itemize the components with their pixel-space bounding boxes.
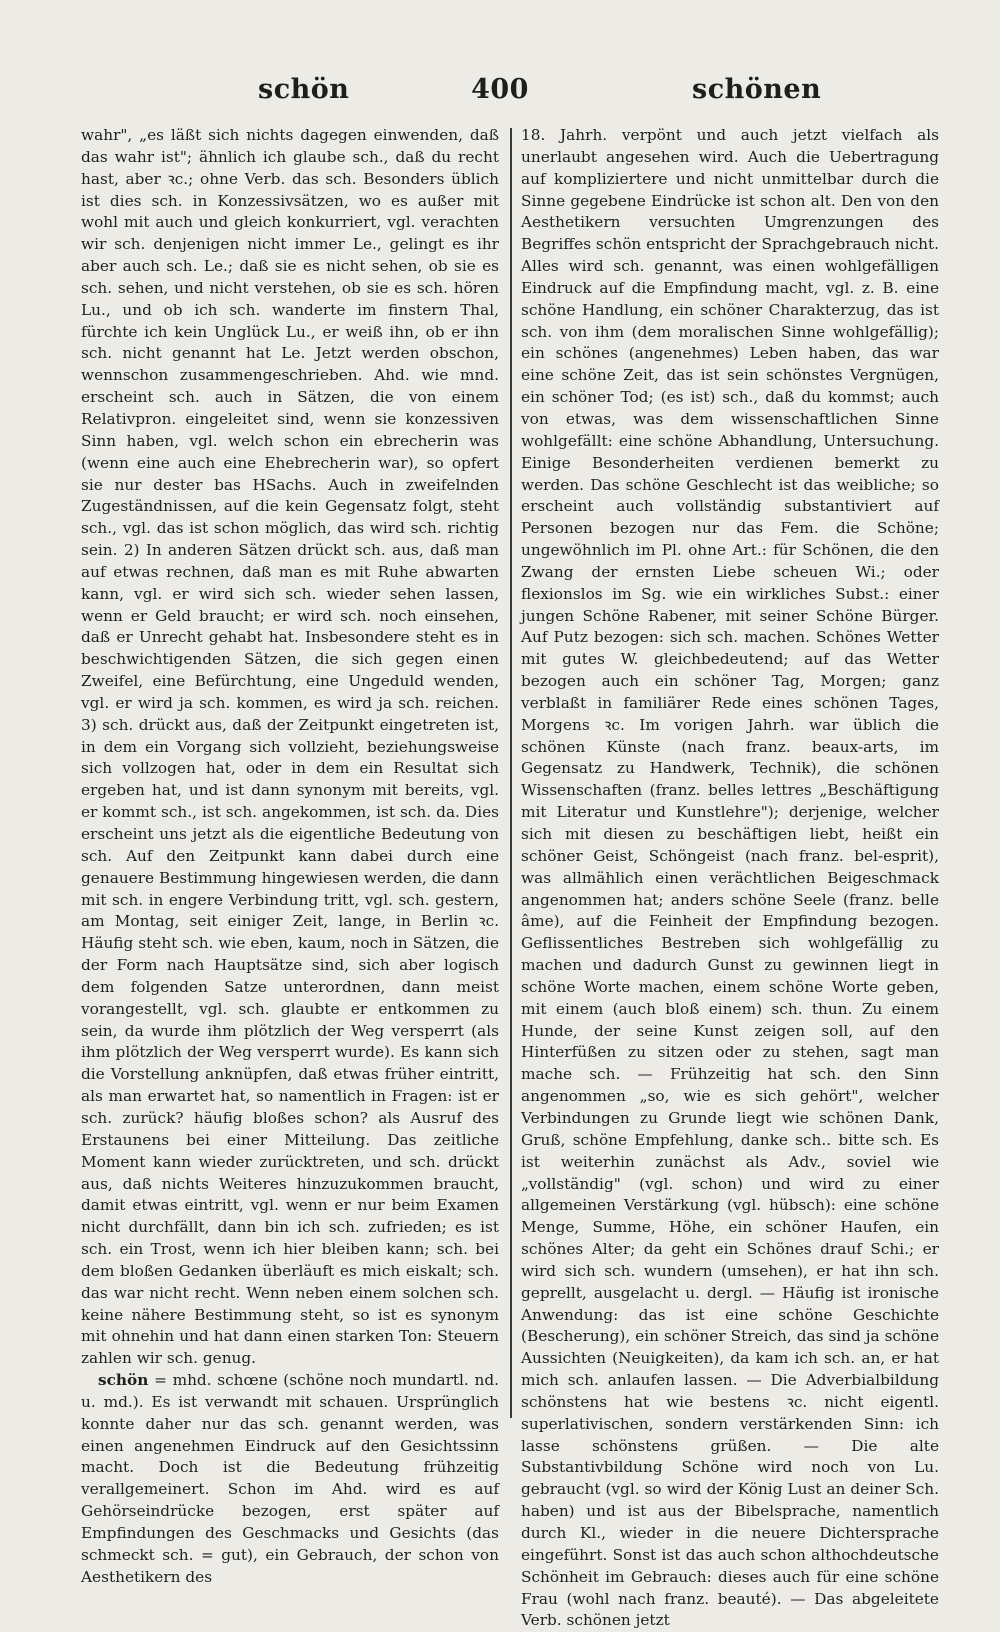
page-number: 400 xyxy=(471,74,529,105)
entry-paragraph: wahr", „es läßt sich nichts dagegen einwenden, daß das wahr ist"; ähnlich ich glaube sch., daß du recht hast, aber ꝛc.; ohne Verb. das sch. Besonders üblich ist dies sch. in Konzessivsätzen, wo es außer mit wohl mit auch und gleich konkurriert, vgl. verachten wir sch. denjenigen nicht immer Le., gelingt es ihr aber auch sch. Le.; daß sie es nicht sehen, ob sie es sch. sehen, und nicht verstehen, ob sie es sch. hören Lu., und ob ich sch. wanderte im finstern Thal, fürchte ich kein Unglück Lu., er weiß ihn, ob er ihn sch. nicht genannt hat Le. Jetzt werden obschon, wennschon zusammengeschrieben. Ahd. wie mnd. erscheint sch. auch in Sätzen, die von einem Relativpron. eingeleitet sind, wenn sie konzessiven Sinn haben, vgl. welch schon ein ebrecherin was (wenn eine auch eine Ehebrecherin war), so opfert sie nur dester bas HSachs. Auch in zweifelnden Zugeständnissen, auf die kein Gegensatz folgt, steht sch., vgl. das ist schon möglich, das wird sch. richtig sein. 2) In anderen Sätzen drückt sch. aus, daß man auf etwas rechnen, daß man es mit Ruhe abwarten kann, vgl. er wird sich sch. wieder sehen lassen, wenn er Geld braucht; er wird sch. noch einsehen, daß er Unrecht gehabt hat. Insbesondere steht es in beschwichtigenden Sätzen, die sich gegen einen Zweifel, eine Befürchtung, eine Ungeduld wenden, vgl. er wird ja sch. kommen, es wird ja sch. reichen. 3) sch. drückt aus, daß der Zeitpunkt eingetreten ist, in dem ein Vorgang sich vollzieht, beziehungsweise sich vollzogen hat, oder in dem ein Resultat sich ergeben hat, und ist dann synonym mit bereits, vgl. er kommt sch., ist sch. angekommen, ist sch. da. Dies erscheint uns jetzt als die eigentliche Bedeutung von sch. Auf den Zeitpunkt kann dabei durch eine genauere Bestimmung hingewiesen werden, die dann mit sch. in engere Verbindung tritt, vgl. sch. gestern, am Montag, seit einiger Zeit, lange, in Berlin ꝛc. Häufig steht sch. wie eben, kaum, noch in Sätzen, die der Form nach Hauptsätze sind, sich aber logisch dem folgenden Satze unterordnen, dann meist vorangestellt, vgl. sch. glaubte er entkommen zu sein, da wurde ihm plötzlich der Weg versperrt (als ihm plötzlich der Weg versperrt wurde). Es kann sich die Vorstellung anknüpfen, daß etwas früher eintritt, als man erwartet hat, so namentlich in Fragen: ist er sch. zurück? häufig bloßes schon? als Ausruf des Erstaunens bei einer Mitteilung. Das zeitliche Moment kann wieder zurücktreten, und sch. drückt aus, daß nichts Weiteres hinzuzukommen braucht, damit etwas eintritt, vgl. wenn er nur beim Examen nicht durchfällt, dann bin ich sch. zufrieden; es ist sch. ein Trost, wenn ich hier bleiben kann; sch. bei dem bloßen Gedanken überläuft es mich eiskalt; sch. das war nicht recht. Wenn neben einem solchen sch. keine nähere Bestimmung steht, so ist es synonym mit ohnehin und hat dann einen starken Ton: Steuern zahlen wir sch. genug. xyxy=(81,126,499,1368)
column-divider xyxy=(510,128,512,1418)
entry-text: = mhd. schœne (schöne noch mundartl. nd. u. md.). Es ist verwandt mit schauen. Ursprünglich konnte daher nur das sch. genannt werden, was einen angenehmen Eindruck auf den Gesichtssinn macht. Doch ist die Bedeutung frühzeitig verallgemeinert. Schon im Ahd. wird es auf Gehörseindrücke bezogen, erst später auf Empfindungen des Geschmacks und Gesichts (das schmeckt sch. = gut), ein Gebrauch, der schon von Aesthetikern des xyxy=(81,1371,499,1586)
right-column xyxy=(521,125,939,1632)
entry-paragraph: 18. Jahrh. verpönt und auch jetzt vielfach als unerlaubt angesehen wird. Auch die Uebertragung auf kompliziertere und nicht unmittelbar durch die Sinne gegebene Eindrücke ist schon alt. Den von den Aesthetikern versuchten Umgrenzungen des Begriffes schön entspricht der Sprachgebrauch nicht. Alles wird sch. genannt, was einen wohlgefälligen Eindruck auf die Empfindung macht, vgl. z. B. eine schöne Handlung, ein schöner Charakterzug, das ist sch. von ihm (dem moralischen Sinne wohlgefällig); ein schönes (angenehmes) Leben haben, das war eine schöne Zeit, das ist sein schönstes Vergnügen, ein schöner Tod; (es ist) sch., daß du kommst; auch von etwas, was dem wissenschaftlichen Sinne wohlgefällt: eine schöne Abhandlung, Untersuchung. Einige Besonderheiten verdienen bemerkt zu werden. Das schöne Geschlecht ist das weibliche; so erscheint auch vollständig substantiviert auf Personen bezogen nur das Fem. die Schöne; ungewöhnlich im Pl. ohne Art.: für Schönen, die den Zwang der ernsten Liebe scheuen Wi.; oder flexionslos im Sg. wie ein wirkliches Subst.: einer jungen Schöne Rabener, mit seiner Schöne Bürger. Auf Putz bezogen: sich sch. machen. Schönes Wetter mit gutes W. gleichbedeutend; auf das Wetter bezogen auch ein schöner Tag, Morgen; ganz verblaßt in familiärer Rede eines schönen Tages, Morgens ꝛc. Im vorigen Jahrh. war üblich die schönen Künste (nach franz. beaux-arts, im Gegensatz zu Handwerk, Technik), die schönen Wissenschaften (franz. belles lettres „Beschäftigung mit Literatur und Kunstlehre"); derjenige, welcher sich mit diesen zu beschäftigen liebt, heißt ein schöner Geist, Schöngeist (nach franz. bel-esprit), was allmählich einen verächtlichen Beigeschmack angenommen hat; anders schöne Seele (franz. belle âme), auf die Feinheit der Empfindung bezogen. Geflissentliches Bestreben sich wohlgefällig zu machen und dadurch Gunst zu gewinnen liegt in schöne Worte machen, einem schöne Worte geben, mit einem (auch bloß einem) sch. thun. Zu einem Hunde, der seine Kunst zeigen soll, auf den Hinterfüßen zu sitzen oder zu stehen, sagt man mache sch. — Frühzeitig hat sch. den Sinn angenommen „so, wie es sich gehört", welcher Verbindungen zu Grunde liegt wie schönen Dank, Gruß, schöne Empfehlung, danke sch.. bitte sch. Es ist weiterhin zunächst als Adv., soviel wie „vollständig" (vgl. schon) und wird zu einer allgemeinen Verstärkung (vgl. hübsch): eine schöne Menge, Summe, Höhe, ein schöner Haufen, ein schönes Alter; da geht ein Schönes drauf Schi.; er wird sich sch. wundern (umsehen), er hat ihn sch. geprellt, ausgelacht u. dergl. — Häufig ist ironische Anwendung: das ist eine schöne Geschichte (Bescherung), ein schöner Streich, das sind ja schöne Aussichten (Neuigkeiten), da kam ich sch. an, er hat mich sch. anlaufen lassen. — Die Adverbialbildung schönstens hat wie bestens ꝛc. nicht eigentl. superlativischen, sondern verstärkenden Sinn: ich lasse schönstens grüßen. — Die alte Substantivbildung Schöne wird noch von Lu. gebraucht (vgl. so wird der König Lust an deiner Sch. haben) und ist aus der Bibelsprache, namentlich durch Kl., wieder in die neuere Dichtersprache eingeführt. Sonst ist das auch schon althochdeutsche Schönheit im Gebrauch: dieses auch für eine schöne Frau (wohl nach franz. beauté). — Das abgeleitete Verb. schönen jetzt xyxy=(521,126,939,1630)
header-right-guide-word: schönen xyxy=(692,74,822,105)
header-left-guide-word: schön xyxy=(258,74,350,105)
left-column xyxy=(81,125,499,1589)
headword: schön xyxy=(98,1371,149,1390)
entry-paragraph xyxy=(81,1370,499,1588)
